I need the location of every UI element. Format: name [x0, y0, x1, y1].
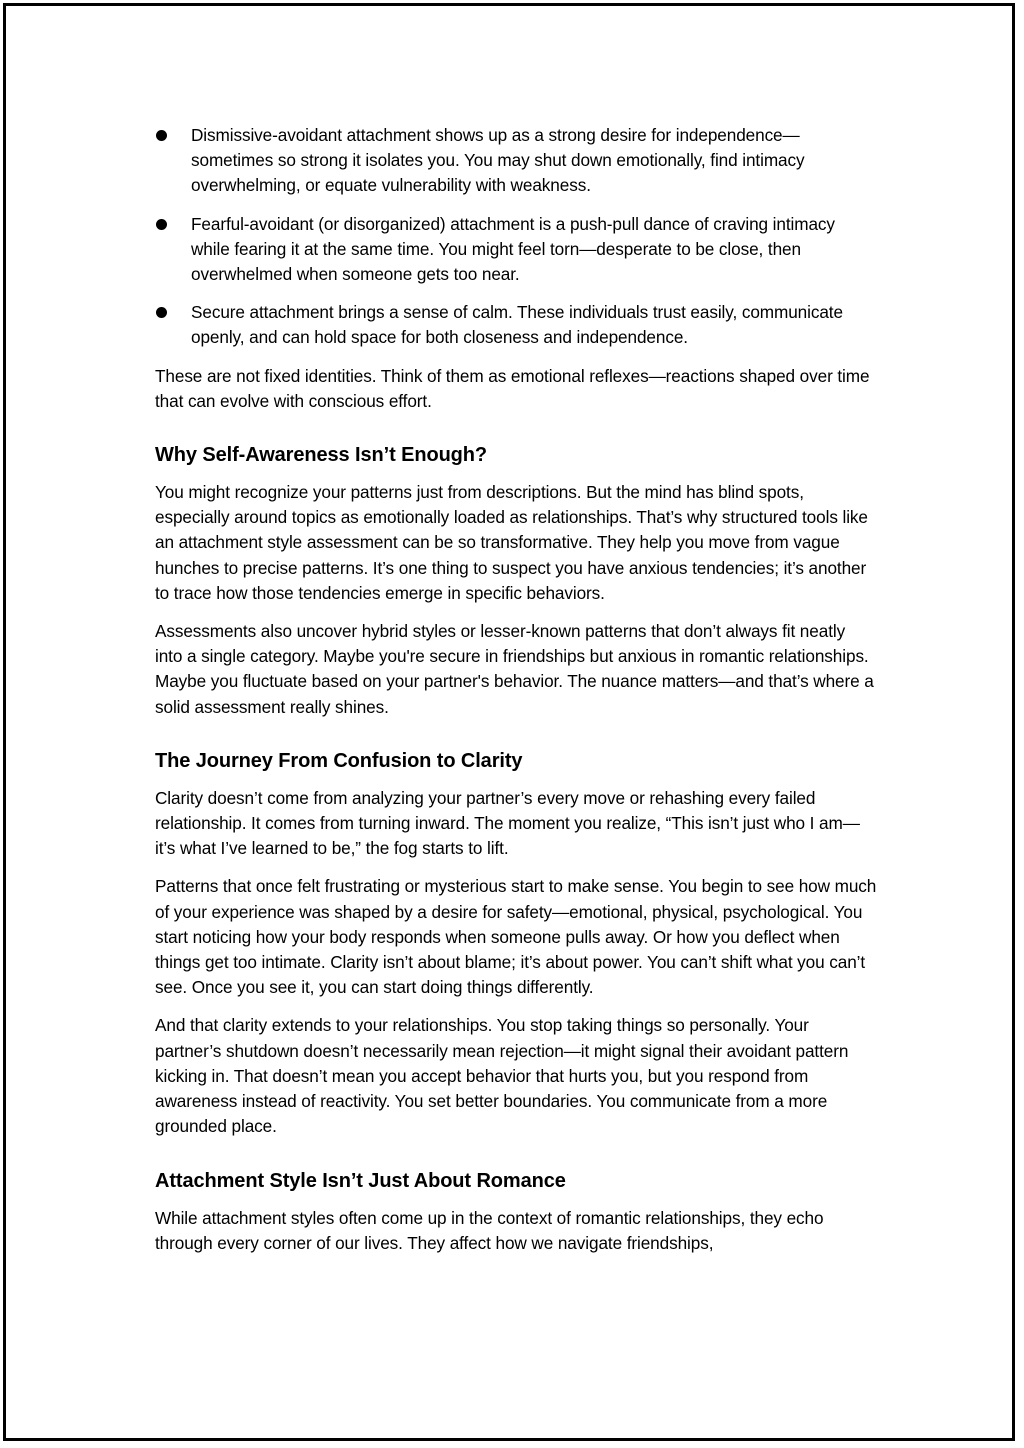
list-item	[155, 212, 877, 288]
intro-paragraph: These are not fixed identities. Think of them as emotional reflexes—reactions shaped over time that can evolve with conscious effort.	[155, 365, 870, 411]
section-heading: Attachment Style Isn’t Just About Romance	[155, 1169, 566, 1192]
attachment-style-list	[155, 123, 877, 351]
list-item	[155, 300, 877, 350]
list-item-text: Dismissive-avoidant attachment shows up as a strong desire for independence—sometimes so strong it isolates you. You may shut down emotionally, find intimacy overwhelming, or equate vulnerability with weakness.	[191, 125, 805, 196]
document-body	[155, 123, 877, 1269]
bullet-icon	[156, 307, 167, 318]
list-item	[155, 123, 877, 199]
paragraph: And that clarity extends to your relationships. You stop taking things so personally. Your partner’s shutdown doesn’t necessarily mean rejection—it might signal their avoidant pattern kicking in. That doesn’t mean you accept behavior that hurts you, but you respond from awareness instead of reactivity. You set better boundaries. You communicate from a more grounded place.	[155, 1015, 849, 1137]
bullet-icon	[156, 219, 167, 230]
paragraph: Patterns that once felt frustrating or mysterious start to make sense. You begin to see how much of your experience was shaped by a desire for safety—emotional, physical, psychological. You start noticing how your body responds when someone pulls away. Or how you deflect when things get too intimate. Clarity isn’t about blame; it’s about power. You can’t shift what you can’t see. Once you see it, you can start doing things differently.	[155, 876, 877, 998]
paragraph: While attachment styles often come up in the context of romantic relationships, they echo through every corner of our lives. They affect how we navigate friendships,	[155, 1207, 824, 1253]
list-item-text: Fearful-avoidant (or disorganized) attachment is a push-pull dance of craving intimacy while fearing it at the same time. You might feel torn—desperate to be close, then overwhelmed when someone gets too near.	[191, 213, 835, 285]
bullet-icon	[156, 130, 167, 141]
section-self-awareness	[155, 442, 877, 720]
section-heading: Why Self-Awareness Isn’t Enough?	[155, 444, 488, 467]
paragraph: Assessments also uncover hybrid styles or lesser-known patterns that don’t always fit neatly into a single category. Maybe you're secure in friendships but anxious in romantic relationships. Maybe you fluctuate based on your partner's behavior. The nuance matters—and that’s where a solid assessment really shines.	[155, 621, 874, 717]
paragraph: Clarity doesn’t come from analyzing your partner’s every move or rehashing every failed relationship. It comes from turning inward. The moment you realize, “This isn’t just who I am—it’s what I’ve learned to be,” the fog starts to lift.	[155, 787, 860, 859]
list-item-text: Secure attachment brings a sense of calm. These individuals trust easily, communicate openly, and can hold space for both closeness and independence.	[191, 302, 843, 348]
section-confusion-to-clarity	[155, 748, 877, 1140]
section-heading: The Journey From Confusion to Clarity	[155, 749, 523, 772]
paragraph: You might recognize your patterns just from descriptions. But the mind has blind spots, especially around topics as emotionally loaded as relationships. That’s why structured tools like an attachment style assessment can be so transformative. They help you move from vague hunches to precise patterns. It’s one thing to suspect you have anxious tendencies; it’s another to trace how those tendencies emerge in specific behaviors.	[155, 482, 868, 603]
section-beyond-romance	[155, 1168, 877, 1256]
